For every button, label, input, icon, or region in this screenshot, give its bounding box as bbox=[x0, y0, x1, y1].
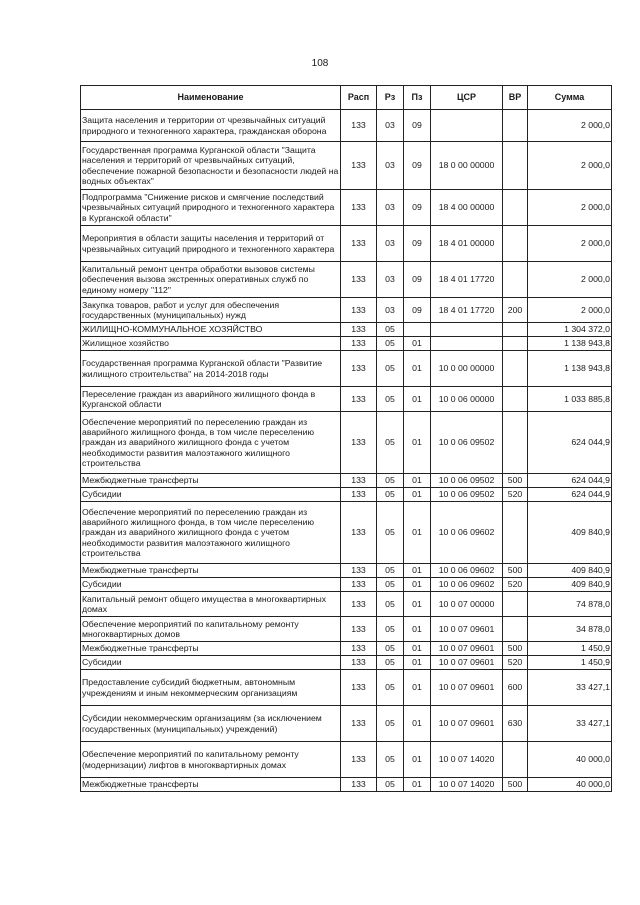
cell-rasp: 133 bbox=[341, 337, 377, 351]
cell-pz: 09 bbox=[404, 190, 431, 226]
cell-csr: 10 0 06 00000 bbox=[431, 387, 503, 412]
table-row bbox=[81, 502, 612, 564]
cell-pz bbox=[404, 323, 431, 337]
cell-sum: 2 000,0 bbox=[528, 262, 612, 298]
cell-name: Жилищное хозяйство bbox=[81, 337, 341, 351]
cell-rz: 05 bbox=[377, 670, 404, 706]
header-rz: Рз bbox=[377, 86, 404, 110]
table-row bbox=[81, 578, 612, 592]
cell-csr: 10 0 07 09601 bbox=[431, 706, 503, 742]
header-pz: Пз bbox=[404, 86, 431, 110]
cell-csr: 18 4 01 00000 bbox=[431, 226, 503, 262]
cell-name: Межбюджетные трансферты bbox=[81, 564, 341, 578]
cell-csr bbox=[431, 323, 503, 337]
cell-rz: 03 bbox=[377, 226, 404, 262]
cell-csr: 10 0 07 14020 bbox=[431, 742, 503, 778]
cell-pz: 01 bbox=[404, 474, 431, 488]
cell-name: Мероприятия в области защиты населения и территорий от чрезвычайных ситуаций природного и техногенного характера bbox=[81, 226, 341, 262]
cell-pz: 01 bbox=[404, 578, 431, 592]
cell-name: ЖИЛИЩНО-КОММУНАЛЬНОЕ ХОЗЯЙСТВО bbox=[81, 323, 341, 337]
cell-name: Переселение граждан из аварийного жилищного фонда в Курганской области bbox=[81, 387, 341, 412]
cell-rz: 05 bbox=[377, 578, 404, 592]
cell-pz: 01 bbox=[404, 337, 431, 351]
table-row bbox=[81, 670, 612, 706]
cell-rasp: 133 bbox=[341, 323, 377, 337]
cell-name: Подпрограмма "Снижение рисков и смягчение последствий чрезвычайных ситуаций природного и техногенного характера в Курганской области" bbox=[81, 190, 341, 226]
cell-rz: 05 bbox=[377, 337, 404, 351]
table-row bbox=[81, 387, 612, 412]
table-row bbox=[81, 298, 612, 323]
cell-rasp: 133 bbox=[341, 412, 377, 474]
table-row bbox=[81, 656, 612, 670]
cell-rz: 05 bbox=[377, 742, 404, 778]
cell-vr bbox=[503, 190, 528, 226]
cell-csr: 10 0 06 09502 bbox=[431, 412, 503, 474]
cell-name: Капитальный ремонт центра обработки вызовов системы обеспечения вызова экстренных оперативных служб по единому номеру "112" bbox=[81, 262, 341, 298]
cell-sum: 409 840,9 bbox=[528, 502, 612, 564]
cell-sum: 2 000,0 bbox=[528, 142, 612, 190]
table-row bbox=[81, 742, 612, 778]
cell-vr bbox=[503, 323, 528, 337]
table-row bbox=[81, 488, 612, 502]
cell-csr: 10 0 06 09602 bbox=[431, 502, 503, 564]
cell-csr: 18 4 01 17720 bbox=[431, 262, 503, 298]
cell-sum: 40 000,0 bbox=[528, 742, 612, 778]
cell-sum: 33 427,1 bbox=[528, 706, 612, 742]
cell-csr: 10 0 06 09502 bbox=[431, 488, 503, 502]
table-row bbox=[81, 412, 612, 474]
cell-pz: 01 bbox=[404, 592, 431, 617]
cell-rasp: 133 bbox=[341, 592, 377, 617]
cell-rz: 03 bbox=[377, 262, 404, 298]
cell-rz: 05 bbox=[377, 778, 404, 792]
table-row bbox=[81, 323, 612, 337]
cell-pz: 01 bbox=[404, 502, 431, 564]
cell-sum: 1 450,9 bbox=[528, 656, 612, 670]
header-csr: ЦСР bbox=[431, 86, 503, 110]
cell-sum: 624 044,9 bbox=[528, 474, 612, 488]
cell-csr: 10 0 07 09601 bbox=[431, 617, 503, 642]
cell-rz: 05 bbox=[377, 351, 404, 387]
cell-name: Государственная программа Курганской области "Защита населения и территорий от чрезвычайных ситуаций, обеспечение пожарной безопасности и безопасности людей на водных объектах" bbox=[81, 142, 341, 190]
table-row bbox=[81, 337, 612, 351]
cell-rasp: 133 bbox=[341, 617, 377, 642]
cell-vr: 520 bbox=[503, 578, 528, 592]
cell-rasp: 133 bbox=[341, 226, 377, 262]
cell-pz: 01 bbox=[404, 351, 431, 387]
cell-pz: 01 bbox=[404, 778, 431, 792]
table-row bbox=[81, 142, 612, 190]
cell-csr bbox=[431, 110, 503, 142]
cell-vr bbox=[503, 617, 528, 642]
cell-rasp: 133 bbox=[341, 778, 377, 792]
table-header-row bbox=[81, 86, 612, 110]
cell-csr: 18 0 00 00000 bbox=[431, 142, 503, 190]
header-name: Наименование bbox=[81, 86, 341, 110]
cell-rasp: 133 bbox=[341, 142, 377, 190]
table-row bbox=[81, 564, 612, 578]
cell-rz: 03 bbox=[377, 110, 404, 142]
table-row bbox=[81, 592, 612, 617]
cell-rz: 05 bbox=[377, 642, 404, 656]
cell-rz: 05 bbox=[377, 387, 404, 412]
cell-sum: 1 033 885,8 bbox=[528, 387, 612, 412]
cell-rasp: 133 bbox=[341, 564, 377, 578]
cell-rz: 03 bbox=[377, 298, 404, 323]
cell-sum: 33 427,1 bbox=[528, 670, 612, 706]
cell-csr: 18 4 00 00000 bbox=[431, 190, 503, 226]
cell-name: Межбюджетные трансферты bbox=[81, 474, 341, 488]
cell-rz: 03 bbox=[377, 190, 404, 226]
cell-sum: 40 000,0 bbox=[528, 778, 612, 792]
cell-rz: 05 bbox=[377, 412, 404, 474]
cell-rz: 05 bbox=[377, 617, 404, 642]
cell-csr: 10 0 07 14020 bbox=[431, 778, 503, 792]
cell-name: Закупка товаров, работ и услуг для обеспечения государственных (муниципальных) нужд bbox=[81, 298, 341, 323]
cell-vr: 500 bbox=[503, 474, 528, 488]
cell-rasp: 133 bbox=[341, 110, 377, 142]
cell-rasp: 133 bbox=[341, 578, 377, 592]
cell-rasp: 133 bbox=[341, 670, 377, 706]
cell-rasp: 133 bbox=[341, 190, 377, 226]
cell-pz: 01 bbox=[404, 617, 431, 642]
cell-vr: 600 bbox=[503, 670, 528, 706]
cell-pz: 01 bbox=[404, 564, 431, 578]
cell-vr: 520 bbox=[503, 656, 528, 670]
cell-rz: 05 bbox=[377, 564, 404, 578]
cell-vr: 200 bbox=[503, 298, 528, 323]
cell-vr: 500 bbox=[503, 778, 528, 792]
cell-rz: 05 bbox=[377, 592, 404, 617]
cell-sum: 2 000,0 bbox=[528, 110, 612, 142]
cell-name: Обеспечение мероприятий по капитальному ремонту (модернизации) лифтов в многоквартирных домах bbox=[81, 742, 341, 778]
table-row bbox=[81, 706, 612, 742]
cell-pz: 09 bbox=[404, 226, 431, 262]
cell-vr bbox=[503, 412, 528, 474]
cell-rasp: 133 bbox=[341, 488, 377, 502]
cell-rasp: 133 bbox=[341, 642, 377, 656]
header-vr: ВР bbox=[503, 86, 528, 110]
cell-csr: 10 0 07 09601 bbox=[431, 656, 503, 670]
cell-vr bbox=[503, 262, 528, 298]
table-row bbox=[81, 617, 612, 642]
cell-sum: 1 138 943,8 bbox=[528, 351, 612, 387]
cell-rasp: 133 bbox=[341, 474, 377, 488]
cell-csr: 10 0 06 09602 bbox=[431, 564, 503, 578]
cell-rasp: 133 bbox=[341, 742, 377, 778]
cell-vr: 500 bbox=[503, 642, 528, 656]
cell-sum: 2 000,0 bbox=[528, 226, 612, 262]
cell-name: Обеспечение мероприятий по переселению граждан из аварийного жилищного фонда, в том числе переселению граждан из аварийного жилищного фонда с учетом необходимости развития малоэтажного жилищного строительства bbox=[81, 412, 341, 474]
cell-vr bbox=[503, 110, 528, 142]
cell-pz: 01 bbox=[404, 742, 431, 778]
cell-pz: 01 bbox=[404, 412, 431, 474]
cell-csr: 10 0 07 00000 bbox=[431, 592, 503, 617]
cell-vr bbox=[503, 502, 528, 564]
cell-csr: 10 0 07 09601 bbox=[431, 670, 503, 706]
cell-csr bbox=[431, 337, 503, 351]
cell-csr: 10 0 06 09602 bbox=[431, 578, 503, 592]
cell-rasp: 133 bbox=[341, 262, 377, 298]
cell-pz: 01 bbox=[404, 706, 431, 742]
cell-csr: 10 0 07 09601 bbox=[431, 642, 503, 656]
cell-pz: 01 bbox=[404, 670, 431, 706]
cell-pz: 01 bbox=[404, 656, 431, 670]
cell-vr bbox=[503, 742, 528, 778]
table-row bbox=[81, 778, 612, 792]
cell-name: Обеспечение мероприятий по капитальному ремонту многоквартирных домов bbox=[81, 617, 341, 642]
cell-name: Субсидии bbox=[81, 578, 341, 592]
cell-name: Субсидии bbox=[81, 656, 341, 670]
cell-name: Защита населения и территории от чрезвычайных ситуаций природного и техногенного характера, гражданская оборона bbox=[81, 110, 341, 142]
header-sum: Сумма bbox=[528, 86, 612, 110]
cell-sum: 1 138 943,8 bbox=[528, 337, 612, 351]
cell-rz: 05 bbox=[377, 706, 404, 742]
cell-rasp: 133 bbox=[341, 351, 377, 387]
cell-rz: 05 bbox=[377, 488, 404, 502]
cell-rz: 05 bbox=[377, 474, 404, 488]
table-row bbox=[81, 110, 612, 142]
cell-vr bbox=[503, 226, 528, 262]
cell-rasp: 133 bbox=[341, 298, 377, 323]
table-row bbox=[81, 226, 612, 262]
cell-sum: 2 000,0 bbox=[528, 298, 612, 323]
cell-sum: 624 044,9 bbox=[528, 412, 612, 474]
cell-vr bbox=[503, 351, 528, 387]
cell-csr: 10 0 06 09502 bbox=[431, 474, 503, 488]
cell-sum: 2 000,0 bbox=[528, 190, 612, 226]
cell-rasp: 133 bbox=[341, 706, 377, 742]
cell-csr: 18 4 01 17720 bbox=[431, 298, 503, 323]
cell-name: Предоставление субсидий бюджетным, автономным учреждениям и иным некоммерческим организациям bbox=[81, 670, 341, 706]
cell-rasp: 133 bbox=[341, 387, 377, 412]
cell-vr bbox=[503, 337, 528, 351]
cell-sum: 1 304 372,0 bbox=[528, 323, 612, 337]
cell-sum: 624 044,9 bbox=[528, 488, 612, 502]
cell-pz: 01 bbox=[404, 387, 431, 412]
cell-name: Межбюджетные трансферты bbox=[81, 642, 341, 656]
cell-name: Обеспечение мероприятий по переселению граждан из аварийного жилищного фонда, в том числе переселению граждан из аварийного жилищного фонда с учетом необходимости развития малоэтажного жилищного строительства bbox=[81, 502, 341, 564]
page-number: 108 bbox=[311, 58, 329, 69]
table-row bbox=[81, 351, 612, 387]
table-row bbox=[81, 190, 612, 226]
cell-sum: 34 878,0 bbox=[528, 617, 612, 642]
cell-rz: 05 bbox=[377, 323, 404, 337]
cell-pz: 09 bbox=[404, 262, 431, 298]
table-row bbox=[81, 262, 612, 298]
cell-name: Государственная программа Курганской области "Развитие жилищного строительства" на 2014-2018 годы bbox=[81, 351, 341, 387]
table-row bbox=[81, 642, 612, 656]
cell-vr bbox=[503, 592, 528, 617]
cell-name: Межбюджетные трансферты bbox=[81, 778, 341, 792]
cell-name: Капитальный ремонт общего имущества в многоквартирных домах bbox=[81, 592, 341, 617]
cell-vr: 500 bbox=[503, 564, 528, 578]
cell-name: Субсидии bbox=[81, 488, 341, 502]
cell-pz: 09 bbox=[404, 298, 431, 323]
header-rasp: Расп bbox=[341, 86, 377, 110]
cell-rasp: 133 bbox=[341, 656, 377, 670]
cell-pz: 09 bbox=[404, 142, 431, 190]
cell-rasp: 133 bbox=[341, 502, 377, 564]
cell-rz: 05 bbox=[377, 656, 404, 670]
cell-pz: 09 bbox=[404, 110, 431, 142]
cell-name: Субсидии некоммерческим организациям (за исключением государственных (муниципальных) учреждений) bbox=[81, 706, 341, 742]
cell-sum: 1 450,9 bbox=[528, 642, 612, 656]
cell-rz: 05 bbox=[377, 502, 404, 564]
cell-csr: 10 0 00 00000 bbox=[431, 351, 503, 387]
cell-pz: 01 bbox=[404, 642, 431, 656]
cell-pz: 01 bbox=[404, 488, 431, 502]
cell-sum: 409 840,9 bbox=[528, 564, 612, 578]
budget-table bbox=[80, 85, 612, 792]
cell-sum: 409 840,9 bbox=[528, 578, 612, 592]
cell-sum: 74 878,0 bbox=[528, 592, 612, 617]
cell-vr: 630 bbox=[503, 706, 528, 742]
table-row bbox=[81, 474, 612, 488]
cell-vr: 520 bbox=[503, 488, 528, 502]
cell-vr bbox=[503, 142, 528, 190]
cell-vr bbox=[503, 387, 528, 412]
cell-rz: 03 bbox=[377, 142, 404, 190]
